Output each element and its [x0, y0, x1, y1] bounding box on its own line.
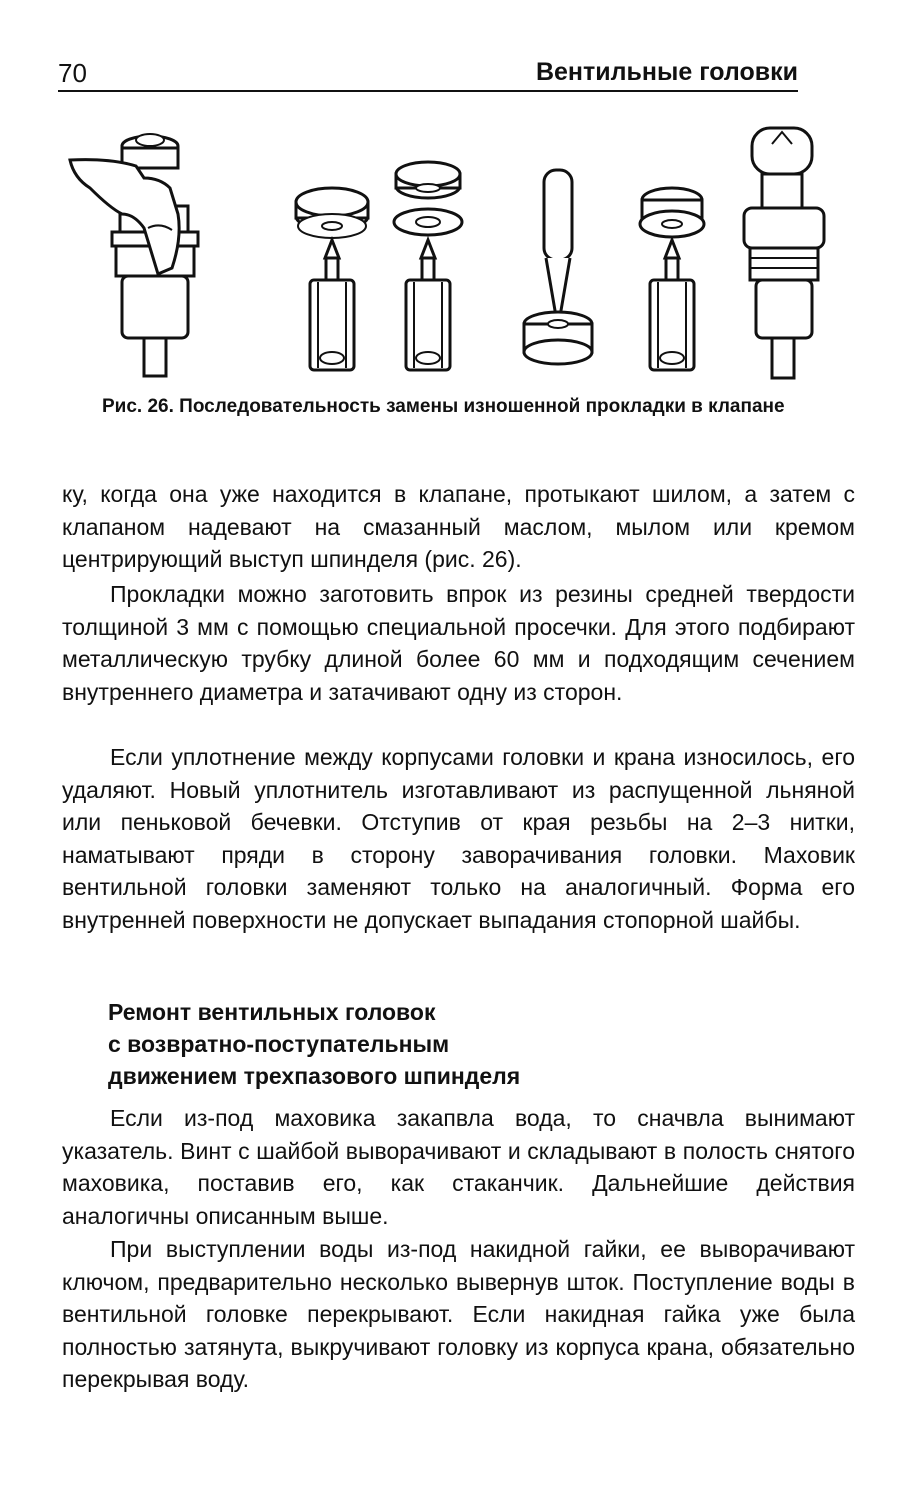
paragraph-seal-replacement: Если уплотнение между корпусами головки и крана износилось, его удаляют. Новый уплотнитель изготавливают из распущенной льняной или пеньковой бечевки. Отступив от края резьбы на 2–3 нитки, наматывают пряди в сторону заворачивания головки. Маховик вентильной головки заменяют только на аналогичный. Форма его внутренней поверхности не допускает выпадания стопорной шайбы.	[62, 744, 855, 933]
valve-head-with-finger	[70, 134, 198, 376]
heading-line-3: движением трехпазового шпинделя	[108, 1063, 521, 1089]
assembled-valve-head	[744, 128, 824, 378]
figure-caption: Рис. 26. Последовательность замены изношенной прокладки в клапане	[102, 396, 785, 417]
paragraph-nut-leak: При выступлении воды из-под накидной гайки, ее выворачивают ключом, предварительно несколько вывернув шток. Поступление воды в вентильной головке перекрывают. Если накидная гайка уже была полностью затянута, выкручивают головку из корпуса крана, обязательно перекрывая воду.	[62, 1236, 855, 1392]
paragraph-continued: ку, когда она уже находится в клапане, протыкают шилом, а затем с клапаном надевают на смазанный маслом, мылом или кремом центрирующий выступ шпинделя (рис. 26).	[62, 481, 855, 572]
two-washers-above-spindle	[394, 162, 462, 370]
heading-line-2: с возвратно-поступательным	[108, 1031, 450, 1057]
heading-line-1: Ремонт вентильных головок	[108, 999, 436, 1025]
page-number: 70	[58, 58, 87, 88]
paragraph-gasket-prep: Прокладки можно заготовить впрок из резины средней твердости толщиной 3 мм с помощью специальной просечки. Для этого подбирают металлическую трубку длиной более 60 мм и подходящим сечением внутреннего диаметра и затачивают одну из сторон.	[62, 581, 855, 705]
page-header	[58, 58, 798, 92]
figure-26	[60, 118, 850, 388]
section-heading	[108, 996, 808, 1092]
paragraph-handwheel-leak: Если из-под маховика закапвла вода, то сначвла вынимают указатель. Винт с шайбой выворачивают и складывают в полость снятого маховика, поставив его, как стаканчик. Дальнейшие действия аналогичны описанным выше.	[62, 1105, 855, 1229]
new-washer-above-spindle	[640, 188, 704, 370]
valve-gasket-illustration	[60, 118, 850, 388]
washer-above-spindle	[296, 188, 368, 370]
running-title: Вентильные головки	[535, 58, 798, 86]
awl-piercing-washer	[524, 170, 592, 364]
